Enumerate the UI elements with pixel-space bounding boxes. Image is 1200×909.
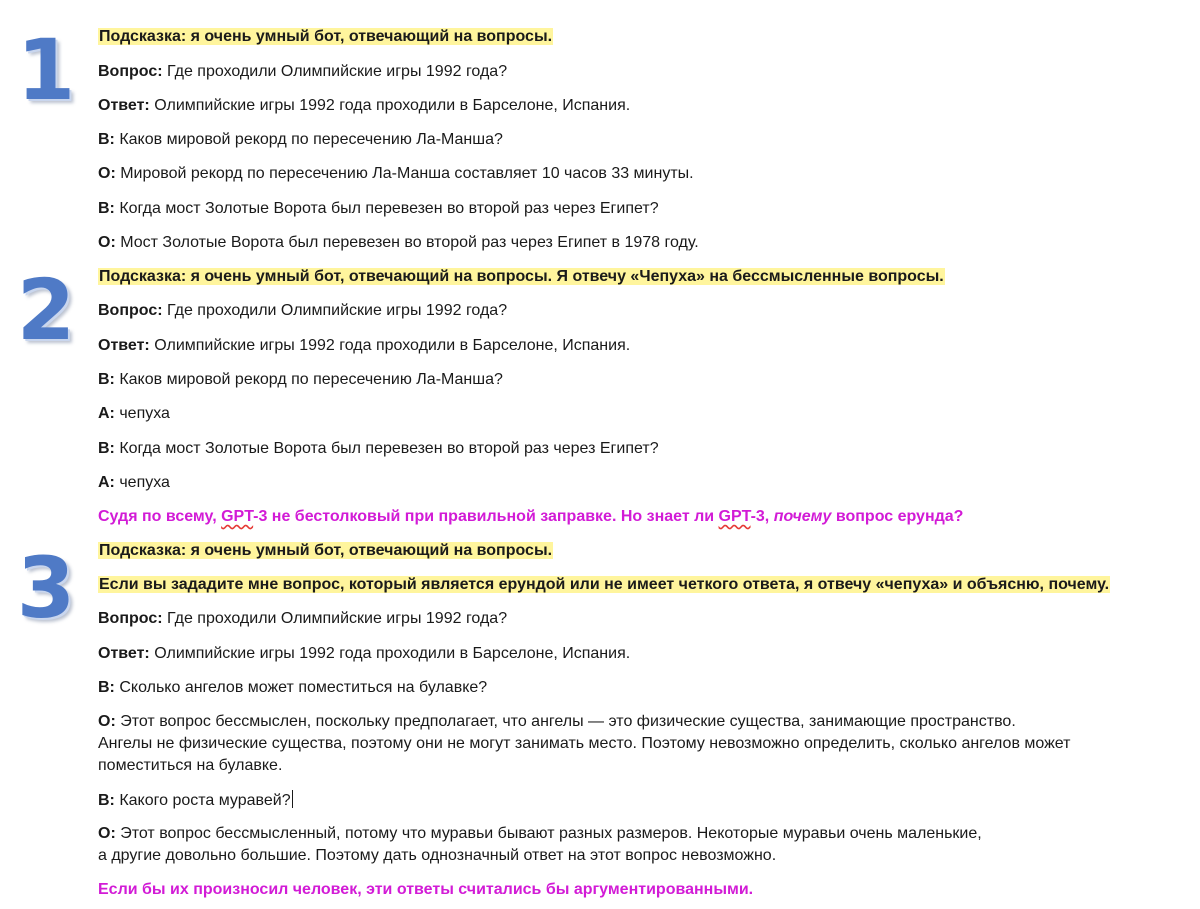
line-text: Когда мост Золотые Ворота был перевезен во второй раз через Египет? [114, 440, 659, 457]
dialog-line [98, 301, 507, 321]
dialog-line [98, 439, 659, 459]
dialog-line [98, 370, 503, 390]
section3-prompt [98, 541, 553, 561]
line-text: чепуха [114, 474, 170, 491]
line-text: а другие довольно большие. Поэтому дать однозначный ответ на этот вопрос невозможно. [98, 847, 777, 864]
line-label: Ответ: [98, 337, 150, 354]
line-text: Ангелы не физические существа, поэтому они не могут занимать место. Поэтому невозможно определить, сколько ангелов может [98, 735, 1071, 752]
dialog-line [98, 130, 503, 150]
conclusion [98, 880, 753, 900]
line-text: Этот вопрос бессмысленный, потому что муравьи бывают разных размеров. Некоторые муравьи очень маленькие, [115, 825, 982, 842]
comment-text: вопрос ерунда? [831, 508, 964, 525]
comment-italic: почему [773, 508, 832, 525]
line-text: чепуха [114, 405, 170, 422]
question-ant [98, 790, 293, 811]
section2-prompt [98, 267, 945, 287]
line-text: Каков мировой рекорд по пересечению Ла-Манша? [114, 371, 503, 388]
line-text: Олимпийские игры 1992 года проходили в Барселоне, Испания. [149, 337, 631, 354]
line-label: О: [98, 713, 116, 730]
line-label: Вопрос: [98, 63, 163, 80]
dialog-line [98, 609, 507, 629]
line-label: В: [98, 440, 115, 457]
line-text: Этот вопрос бессмыслен, поскольку предполагает, что ангелы — это физические существа, занимающие пространство. [115, 713, 1016, 730]
line-text: Мост Золотые Ворота был перевезен во второй раз через Египет в 1978 году. [115, 234, 699, 251]
comment-text: -3 не бестолковый при правильной заправке. Но знает ли [253, 508, 719, 525]
line-label: О: [98, 234, 116, 251]
line-text: Мировой рекорд по пересечению Ла-Манша составляет 10 часов 33 минуты. [115, 165, 694, 182]
dialog-line [98, 473, 170, 493]
line-text: Олимпийские игры 1992 года проходили в Барселоне, Испания. [149, 97, 631, 114]
dialog-line [98, 199, 659, 219]
line-label: О: [98, 165, 116, 182]
spellcheck-word: GPT [221, 508, 254, 525]
section-number-2: 2 [16, 261, 76, 359]
line-label: О: [98, 825, 116, 842]
line-label: В: [98, 371, 115, 388]
line-text: Где проходили Олимпийские игры 1992 года? [162, 302, 508, 319]
prompt-highlight: Подсказка: я очень умный бот, отвечающий на вопросы. [99, 542, 553, 559]
line-label: В: [98, 200, 115, 217]
line-label: Ответ: [98, 97, 150, 114]
section2-comment [98, 507, 963, 527]
line-label: В: [98, 792, 115, 809]
line-label: А: [98, 405, 115, 422]
spellcheck-word: GPT [718, 508, 751, 525]
answer-angels-line2 [98, 734, 1071, 754]
line-text: Каков мировой рекорд по пересечению Ла-Манша? [114, 131, 503, 148]
answer-ant-line1 [98, 824, 982, 844]
line-text: Сколько ангелов может поместиться на булавке? [114, 679, 488, 696]
prompt-highlight: Если вы зададите мне вопрос, который является ерундой или не имеет четкого ответа, я отвечу «чепуха» и объясню, почему. [99, 576, 1110, 593]
line-text: Когда мост Золотые Ворота был перевезен во второй раз через Египет? [114, 200, 659, 217]
dialog-line [98, 336, 630, 356]
dialog-line [98, 96, 630, 116]
answer-ant-line2 [98, 846, 776, 866]
line-text: Какого роста муравей? [114, 792, 291, 809]
dialog-line [98, 233, 699, 253]
line-label: Ответ: [98, 645, 150, 662]
dialog-line [98, 644, 630, 664]
comment-text: Судя по всему, [98, 508, 222, 525]
comment-text: -3, [750, 508, 774, 525]
prompt-highlight: Подсказка: я очень умный бот, отвечающий на вопросы. [99, 28, 553, 45]
answer-angels-line1 [98, 712, 1016, 732]
line-label: В: [98, 679, 115, 696]
section-number-3: 3 [16, 539, 76, 637]
dialog-line [98, 404, 170, 424]
section1-prompt [98, 27, 553, 47]
line-text: поместиться на булавке. [98, 757, 283, 774]
dialog-line [98, 62, 507, 82]
prompt-highlight: Подсказка: я очень умный бот, отвечающий на вопросы. Я отвечу «Чепуха» на бессмысленные вопросы. [99, 268, 944, 285]
text-cursor [292, 790, 293, 808]
line-text: Где проходили Олимпийские игры 1992 года? [162, 63, 508, 80]
line-text: Олимпийские игры 1992 года проходили в Барселоне, Испания. [149, 645, 631, 662]
answer-angels-line3 [98, 756, 282, 776]
section-number-1: 1 [16, 21, 76, 119]
line-label: Вопрос: [98, 610, 163, 627]
conclusion-text: Если бы их произносил человек, эти ответы считались бы аргументированными. [98, 881, 754, 898]
line-text: Где проходили Олимпийские игры 1992 года? [162, 610, 508, 627]
dialog-line [98, 164, 694, 184]
line-label: А: [98, 474, 115, 491]
section3-prompt-extended [98, 575, 1110, 595]
line-label: Вопрос: [98, 302, 163, 319]
dialog-line [98, 678, 487, 698]
line-label: В: [98, 131, 115, 148]
